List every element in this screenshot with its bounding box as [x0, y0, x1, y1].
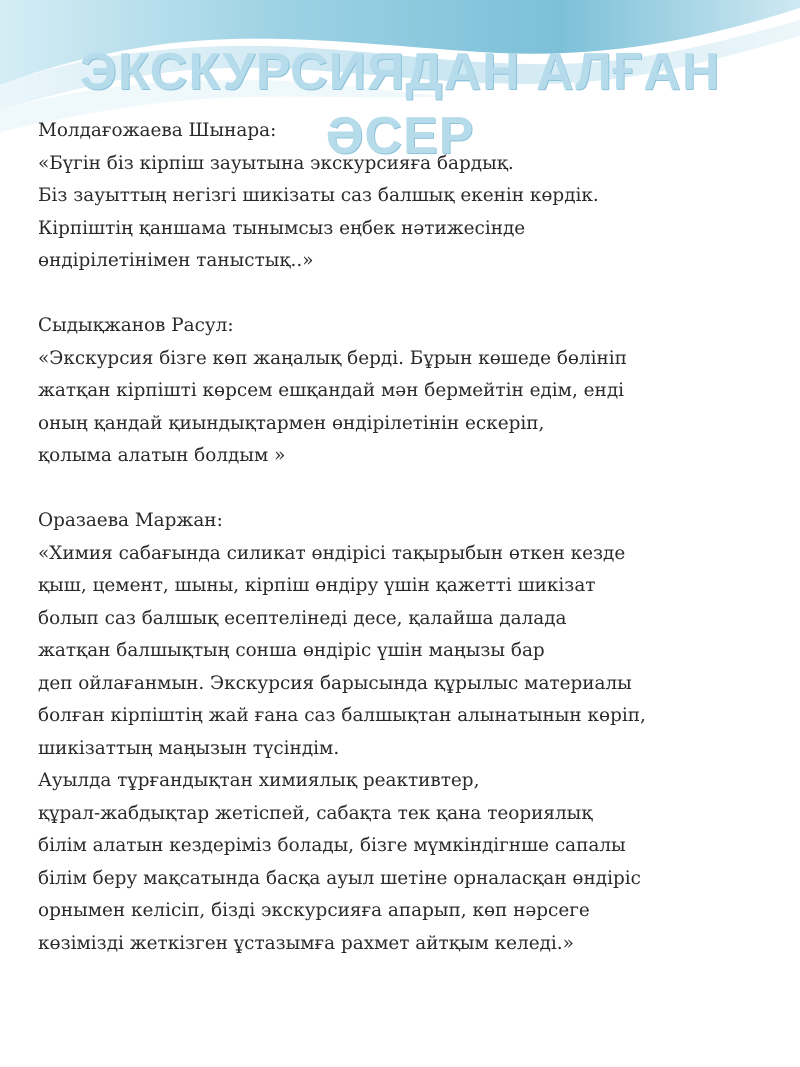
text-line: Біз зауыттың негізгі шикізаты саз балшық екенін көрдік. — [38, 185, 599, 206]
blank-line — [38, 473, 783, 506]
title-line-1: ЭКСКУРСИЯДАН АЛҒАН — [79, 43, 721, 101]
text-line: «Химия сабағында силикат өндірісі тақырыбын өткен кезде — [38, 542, 626, 564]
text-line: өндірілетінімен таныстық..» — [38, 250, 314, 271]
text-line: құрал-жабдықтар жетіспей, сабақта тек қана теориялық — [38, 802, 593, 824]
text-line: жатқан балшықтың сонша өндіріс үшін маңызы бар — [38, 640, 545, 661]
text-line: оның қандай қиындықтармен өндірілетінін ескеріп, — [38, 412, 545, 434]
text-line: Сыдықжанов Расул: — [38, 315, 234, 336]
text-line: білім беру мақсатында басқа ауыл шетіне орналасқан өндіріс — [38, 867, 641, 889]
text-line: Молдағожаева Шынара: — [38, 120, 277, 141]
blank-line — [38, 278, 783, 311]
title-line-2: ӘСЕР — [325, 107, 475, 165]
text-line: қолыма алатын болдым » — [38, 445, 286, 466]
text-line: көзімізді жеткізген ұстазымға рахмет айтқым келеді.» — [38, 932, 574, 954]
text-line: орнымен келісіп, бізді экскурсияға апарып, көп нәрсеге — [38, 900, 590, 921]
testimonial-text — [38, 115, 783, 960]
text-line: «Бүгін біз кірпіш зауытына экскурсияға бардық. — [38, 152, 514, 174]
text-line: жатқан кірпішті көрсем ешқандай мән бермейтін едім, енді — [38, 380, 625, 401]
text-line: шикізаттың маңызын түсіндім. — [38, 737, 340, 759]
text-line: болған кірпіштің жай ғана саз балшықтан алынатынын көріп, — [38, 705, 646, 726]
text-line: қыш, цемент, шыны, кірпіш өндіру үшін қажетті шикізат — [38, 575, 596, 596]
text-line: деп ойлағанмын. Экскурсия барысында құрылыс материалы — [38, 672, 632, 694]
text-line: білім алатын кездеріміз болады, бізге мүмкіндігнше сапалы — [38, 835, 626, 856]
text-line: Кірпіштің қаншама тынымсыз еңбек нәтижесінде — [38, 217, 526, 239]
text-line: болып саз балшық есептелінеді десе, қалайша далада — [38, 607, 567, 629]
text-line: Оразаева Маржан: — [38, 510, 223, 531]
text-line: «Экскурсия бізге көп жаңалық берді. Бұрын көшеде бөлініп — [38, 347, 627, 369]
text-line: Ауылда тұрғандықтан химиялық реактивтер, — [38, 770, 480, 791]
